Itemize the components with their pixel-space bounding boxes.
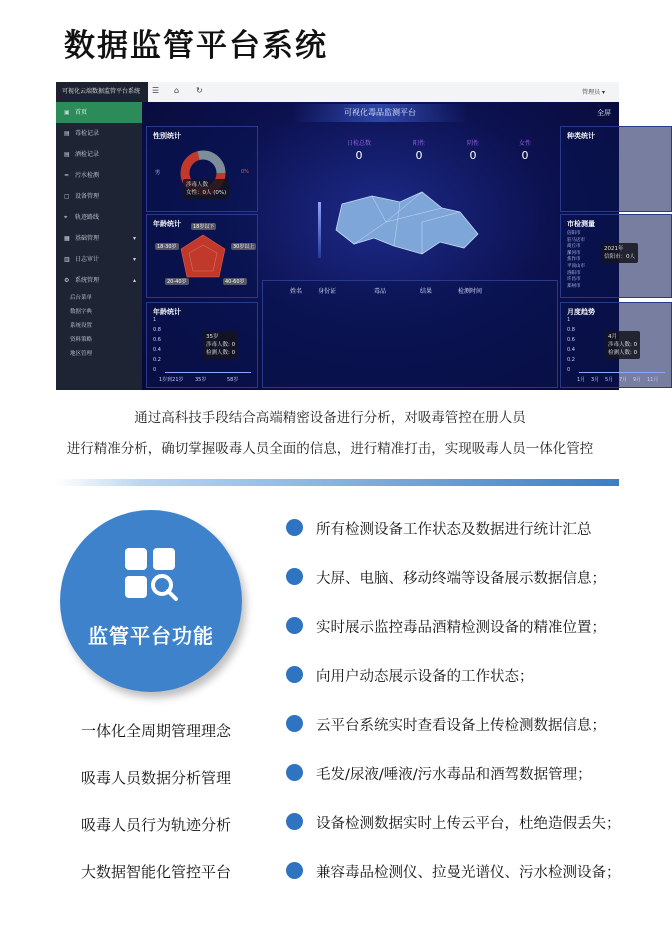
- grid-icon: ▦: [64, 235, 70, 242]
- gender-percent: 0%: [241, 169, 249, 175]
- city-name: 焦作市: [567, 257, 581, 263]
- x-tick: 35岁: [195, 377, 207, 383]
- left-item: 吸毒人员数据分析管理: [80, 769, 231, 787]
- tooltip-line: 女性：0人 (0%): [186, 190, 227, 196]
- tooltip-line: 35岁: [206, 334, 219, 340]
- panel-title: 性别统计: [153, 132, 181, 140]
- panel-title: 种类统计: [567, 132, 595, 140]
- y-tick: 0.6: [153, 337, 161, 343]
- bullet-dot-icon: [286, 764, 303, 781]
- sidebar-item-label: 首页: [75, 109, 88, 116]
- x-axis-line: [165, 372, 251, 373]
- y-tick: 0.2: [153, 357, 161, 363]
- stat-positive: [394, 138, 444, 162]
- sidebar-item-label: 基础管理: [75, 235, 100, 242]
- bullet-dot-icon: [286, 666, 303, 683]
- left-item: 吸毒人员行为轨迹分析: [80, 816, 231, 834]
- city-name: 郑州市: [567, 283, 581, 289]
- feature-text: 兼容毒品检测仪、拉曼光谱仪、污水检测设备；: [316, 865, 621, 881]
- stat-label: 女性: [518, 140, 531, 147]
- feature-text: 所有检测设备工作状态及数据进行统计汇总: [316, 522, 592, 538]
- screenshot-brand: 可视化云端数据监管平台系统: [56, 82, 148, 102]
- fullscreen-button[interactable]: 全屏: [597, 109, 611, 117]
- y-tick: 0: [153, 367, 157, 373]
- sidebar-item-sewage[interactable]: [56, 165, 142, 186]
- sidebar-item-drug-records[interactable]: [56, 123, 142, 144]
- chevron-down-icon: ▾: [132, 235, 136, 242]
- stat-label: 阳性: [412, 140, 425, 147]
- home-icon: ▣: [64, 109, 70, 116]
- panel-title: 年龄统计: [153, 220, 181, 228]
- x-tick: 5月: [605, 377, 614, 383]
- circle-label: 监管平台功能: [88, 624, 214, 648]
- city-panel: [560, 214, 672, 298]
- sidebar-item-basic[interactable]: [56, 228, 142, 249]
- feature-text: 毛发/尿液/唾液/污水毒品和酒驾数据管理；: [316, 767, 592, 783]
- stat-value: 0: [355, 149, 363, 162]
- age-tag: 30岁以上: [233, 244, 255, 250]
- y-tick: 0.6: [567, 337, 575, 343]
- bullet-dot-icon: [286, 715, 303, 732]
- screenshot-topbar: [56, 82, 619, 103]
- feature-text: 大屏、电脑、移动终端等设备展示数据信息；: [316, 571, 606, 587]
- age-tag: 20-40岁: [167, 279, 187, 285]
- sidebar-item-system[interactable]: [56, 270, 142, 291]
- sidebar: [56, 102, 142, 390]
- city-name: 平顶山市: [567, 263, 585, 269]
- grid-search-icon: [123, 546, 179, 602]
- sidebar-item-routes[interactable]: [56, 207, 142, 228]
- gender-legend: 男: [155, 170, 161, 176]
- left-item: 大数据智能化管控平台: [80, 863, 231, 881]
- x-tick: 9月: [633, 377, 642, 383]
- settings-icon: ⚙: [64, 277, 70, 284]
- user-menu[interactable]: 管理员 ▾: [582, 89, 605, 96]
- y-tick: 0: [567, 367, 571, 373]
- sidebar-item-label: 设备管理: [75, 193, 100, 200]
- left-item: 一体化全周期管理理念: [80, 722, 231, 740]
- panel-title: 年龄统计: [153, 308, 181, 316]
- city-name: 漯河市: [567, 250, 581, 256]
- stat-label: 日检总数: [346, 140, 371, 147]
- age-radar-panel: [146, 214, 258, 298]
- sidebar-subitem[interactable]: 系统设置: [70, 323, 93, 329]
- y-tick: 0.4: [567, 347, 575, 353]
- stat-value: 0: [521, 149, 529, 162]
- sidebar-item-logs[interactable]: [56, 249, 142, 270]
- feature-text: 设备检测数据实时上传云平台，杜绝造假丢失；: [316, 816, 621, 832]
- city-list: [567, 231, 585, 290]
- table-header: 姓名: [290, 288, 303, 295]
- tooltip-line: 涉毒人数: 0: [206, 342, 236, 348]
- table-header: 结果: [420, 288, 433, 295]
- city-name: 商丘市: [567, 244, 581, 250]
- stat-value: 0: [415, 149, 423, 162]
- chevron-down-icon: ▾: [132, 256, 136, 263]
- x-tick: 11月: [647, 377, 659, 383]
- age-line-panel: [146, 302, 258, 388]
- bullet-dot-icon: [286, 519, 303, 536]
- refresh-icon[interactable]: ↻: [196, 86, 203, 95]
- home-icon[interactable]: ⌂: [174, 86, 180, 95]
- x-tick: 3月: [591, 377, 600, 383]
- description-line: 进行精准分析，确切掌握吸毒人员全面的信息，进行精准打击，实现吸毒人员一体化管控: [66, 441, 594, 457]
- panel-title: 市检测量: [567, 220, 595, 228]
- tooltip-line: 检测人数: 0: [206, 350, 236, 356]
- sidebar-item-alcohol-records[interactable]: [56, 144, 142, 165]
- bullet-dot-icon: [286, 568, 303, 585]
- table-header: 毒品: [374, 288, 387, 295]
- tooltip-line: 信阳市：0人: [604, 254, 635, 260]
- gradient-divider: [56, 479, 619, 486]
- tooltip-line: 涉毒人数: [186, 182, 209, 188]
- bullet-dot-icon: [286, 617, 303, 634]
- sidebar-item-label: 轨迹路线: [75, 214, 100, 221]
- city-name: 信阳市: [567, 231, 581, 236]
- y-tick: 0.8: [567, 327, 575, 333]
- sidebar-subitem[interactable]: 地区管理: [70, 351, 93, 357]
- log-icon: ▥: [64, 256, 70, 263]
- tooltip-line: 4月: [608, 334, 617, 340]
- bullet-dot-icon: [286, 813, 303, 830]
- x-tick: 1月: [577, 377, 586, 383]
- x-tick: 7月: [619, 377, 628, 383]
- document-icon: ▤: [64, 151, 70, 158]
- age-tag: 40-60岁: [225, 279, 245, 285]
- types-panel: [560, 126, 672, 212]
- records-table: [262, 280, 558, 388]
- age-tag: 18-30岁: [157, 244, 177, 250]
- sidebar-item-home[interactable]: [56, 102, 142, 123]
- henan-map: [302, 182, 502, 272]
- month-tooltip: [605, 331, 640, 359]
- tooltip-line: 检测人数: 0: [608, 350, 638, 356]
- sidebar-item-label: 酒检记录: [75, 151, 100, 158]
- table-header: 身份证: [318, 288, 337, 295]
- route-icon: ⌖: [64, 214, 68, 221]
- table-header: 检测时间: [458, 288, 483, 295]
- stat-female: [500, 138, 550, 162]
- dashboard-area: [142, 102, 659, 390]
- menu-icon[interactable]: ☰: [152, 86, 160, 95]
- platform-function-circle: [60, 510, 242, 692]
- city-name: 许昌市: [567, 277, 581, 283]
- y-tick: 0.2: [567, 357, 575, 363]
- y-tick: 1: [153, 317, 157, 323]
- page-title: 数据监管平台系统: [64, 28, 328, 64]
- chevron-up-icon: ▴: [132, 277, 136, 284]
- sidebar-item-label: 日志审计: [75, 256, 100, 263]
- sidebar-subitem[interactable]: 后台菜单: [70, 295, 93, 301]
- sidebar-item-label: 污水检测: [75, 172, 100, 179]
- city-name: 驻马店市: [567, 237, 585, 243]
- tooltip-line: 2021年: [604, 246, 624, 252]
- stat-negative: [448, 138, 498, 162]
- y-tick: 1: [567, 317, 571, 323]
- bullet-dot-icon: [286, 862, 303, 879]
- monthly-trend-panel: [560, 302, 672, 388]
- city-name: 洛阳市: [567, 270, 581, 276]
- age-tag: 18岁以下: [193, 224, 215, 230]
- age-line-tooltip: [203, 331, 238, 359]
- panel-title: 月度趋势: [567, 308, 595, 316]
- x-axis-line: [579, 372, 665, 373]
- feature-text: 向用户动态展示设备的工作状态；: [316, 669, 534, 685]
- dashboard-screenshot: [56, 82, 659, 390]
- map-scale-bar: [318, 202, 321, 258]
- stat-label: 阴性: [466, 140, 479, 147]
- stat-total: [334, 138, 384, 162]
- tooltip-line: 涉毒人数: 0: [608, 342, 638, 348]
- sidebar-item-devices[interactable]: [56, 186, 142, 207]
- device-icon: ▢: [64, 193, 70, 200]
- sidebar-subitem[interactable]: 资料策略: [70, 337, 93, 343]
- x-tick: 1岁到21岁: [159, 377, 184, 383]
- city-tooltip: [601, 243, 638, 263]
- stat-value: 0: [469, 149, 477, 162]
- feature-text: 云平台系统实时查看设备上传检测数据信息；: [316, 718, 606, 734]
- gender-tooltip: [183, 179, 229, 199]
- feature-text: 实时展示监控毒品酒精检测设备的精准位置；: [316, 620, 606, 636]
- sidebar-item-label: 系统管理: [75, 277, 100, 284]
- water-icon: ≈: [64, 172, 70, 179]
- sidebar-item-label: 毒检记录: [75, 130, 100, 137]
- document-icon: ▤: [64, 130, 70, 137]
- x-tick: 58岁: [227, 377, 239, 383]
- y-tick: 0.8: [153, 327, 161, 333]
- sidebar-subitem[interactable]: 数据字典: [70, 309, 93, 315]
- dashboard-title: 可视化毒品监测平台: [292, 104, 468, 122]
- gender-panel: [146, 126, 258, 212]
- description-line: 通过高科技手段结合高端精密设备进行分析，对吸毒管控在册人员: [134, 410, 526, 426]
- y-tick: 0.4: [153, 347, 161, 353]
